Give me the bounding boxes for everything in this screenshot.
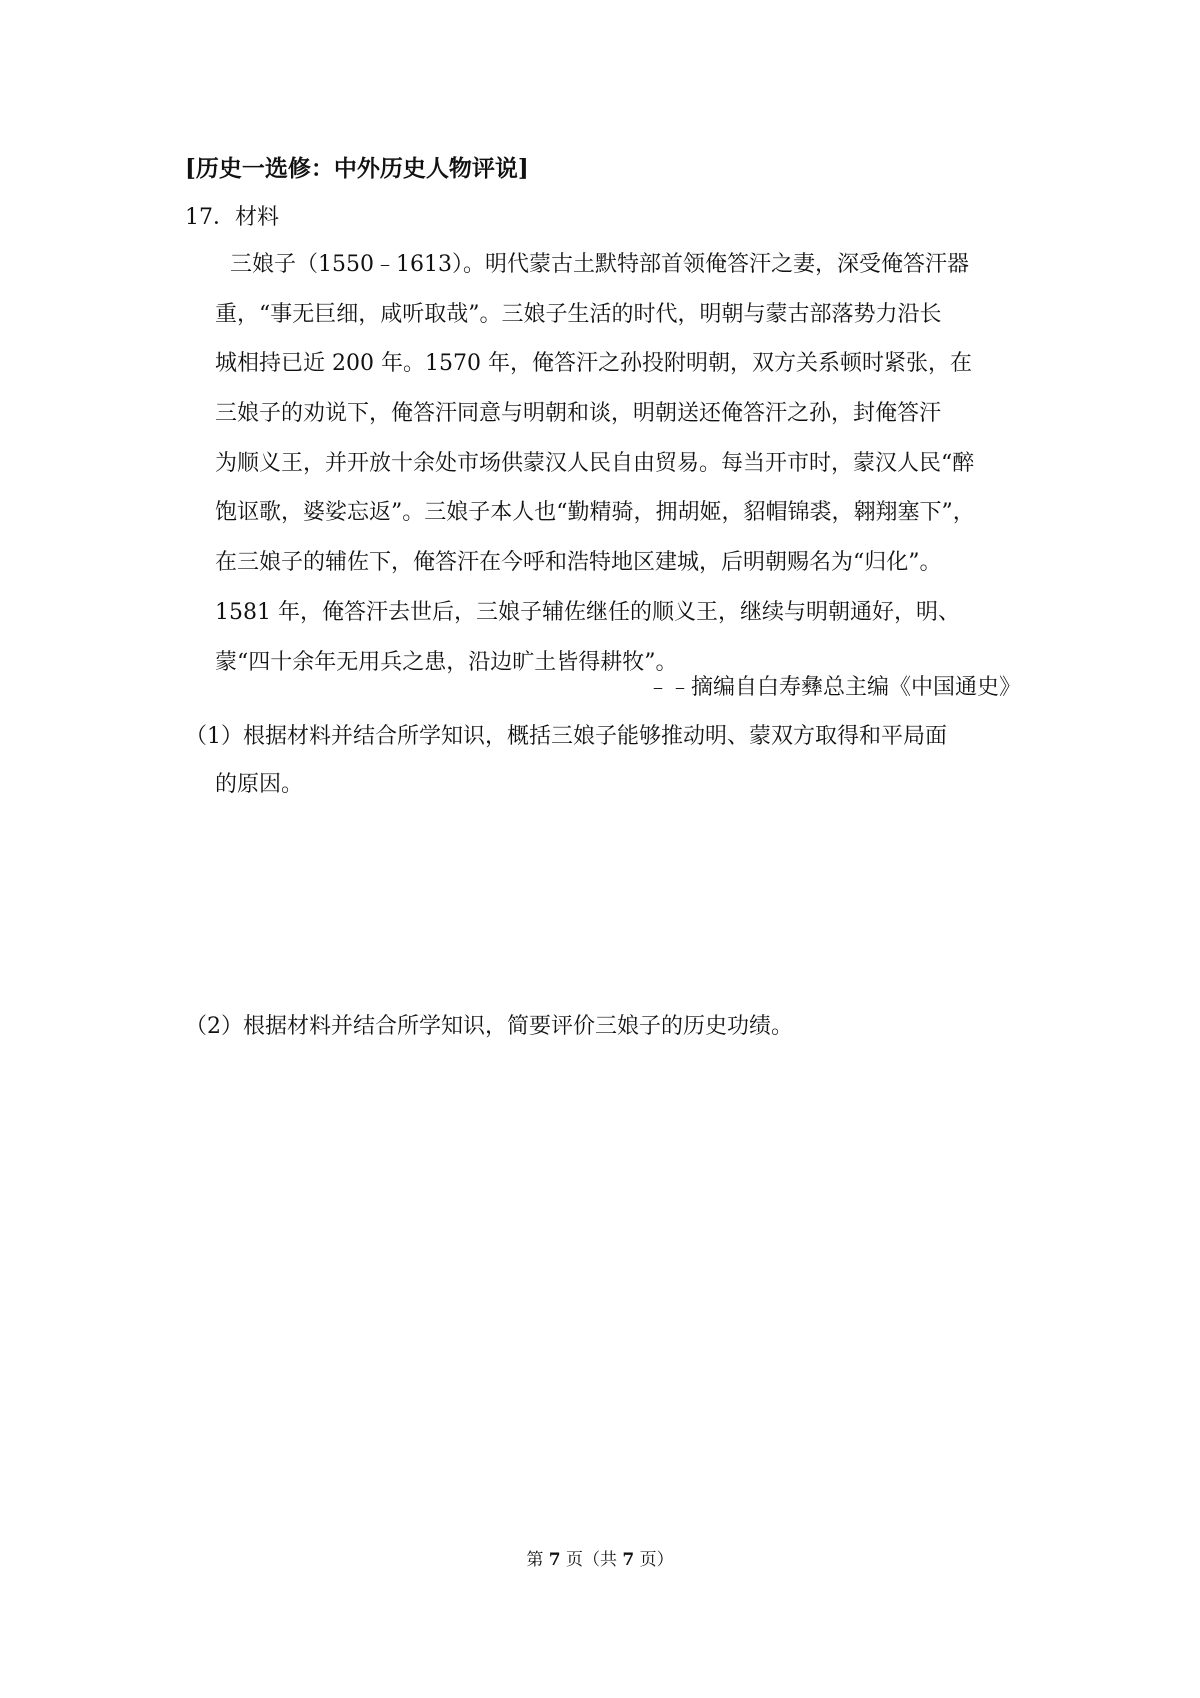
sub-question-1 (185, 718, 1025, 814)
material-passage (215, 246, 1025, 693)
material-line: 城相持已近 200 年。1570 年，俺答汗之孙投附明朝，双方关系顿时紧张，在 (215, 351, 972, 377)
material-line: 在三娘子的辅佐下，俺答汗在今呼和浩特地区建城，后明朝赐名为“归化”。 (215, 550, 942, 576)
footer-prefix: 第 (526, 1550, 544, 1570)
page-footer (0, 1548, 1200, 1572)
material-line: 蒙“四十余年无用兵之患，沿边旷土皆得耕牧”。 (215, 649, 678, 675)
footer-middle: 页（共 (566, 1550, 617, 1570)
question-number: 17．材料 (185, 205, 279, 230)
sub-question-text: （1）根据材料并结合所学知识，概括三娘子能够推动明、蒙双方取得和平局面 (185, 724, 947, 749)
material-line: 1581 年，俺答汗去世后，三娘子辅佐继任的顺义王，继续与明朝通好，明、 (215, 599, 960, 625)
material-line: 为顺义王，并开放十余处市场供蒙汉人民自由贸易。每当开市时，蒙汉人民“醉 (215, 450, 975, 476)
footer-page-number: 7 (548, 1550, 561, 1570)
material-line: 三娘子（1550﹣1613）。明代蒙古土默特部首领俺答汗之妻，深受俺答汗器 (230, 252, 969, 277)
sub-question-text: （2）根据材料并结合所学知识，简要评价三娘子的历史功绩。 (185, 1014, 793, 1039)
footer-total-pages: 7 (622, 1550, 635, 1570)
sub-question-2 (185, 1008, 1025, 1056)
material-line: 重，“事无巨细，咸听取哉”。三娘子生活的时代，明朝与蒙古部落势力沿长 (215, 301, 942, 327)
sub-question-text: 的原因。 (215, 772, 304, 797)
material-line: 饱讴歌，婆娑忘返”。三娘子本人也“勤精骑，拥胡姬，貂帽锦裘，翱翔塞下”， (215, 500, 975, 526)
material-source: ﹣﹣摘编自白寿彝总主编《中国通史》 (646, 675, 1021, 700)
material-line: 三娘子的劝说下，俺答汗同意与明朝和谈，明朝送还俺答汗之孙，封俺答汗 (215, 401, 942, 427)
footer-suffix: 页） (639, 1550, 674, 1570)
section-title: [历史一选修：中外历史人物评说] (185, 155, 529, 182)
